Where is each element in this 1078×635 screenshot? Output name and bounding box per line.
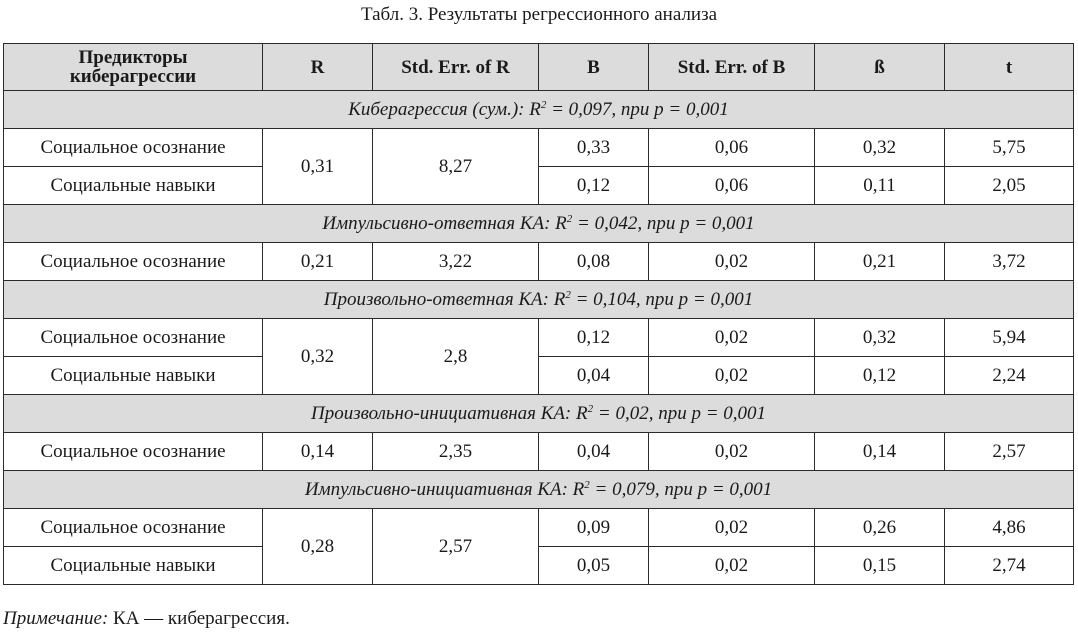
table-row — [4, 129, 1074, 167]
b-cell: 0,33 — [539, 129, 649, 167]
header-r: R — [263, 44, 373, 91]
b-cell: 0,04 — [539, 433, 649, 471]
table-row — [4, 433, 1074, 471]
beta-cell: 0,32 — [815, 319, 945, 357]
std-err-r-cell: 3,22 — [373, 243, 539, 281]
header-row — [4, 44, 1074, 91]
group-title: Произвольно-инициативная КА: $R^2 = 0,02$, при p = 0,001 — [4, 395, 1074, 433]
r-cell: 0,28 — [263, 509, 373, 585]
table-row — [4, 319, 1074, 357]
table-row — [4, 167, 1074, 205]
group-title: Киберагрессия (сум.): $R^2 = 0,097$, при p = 0,001 — [4, 91, 1074, 129]
beta-cell: 0,15 — [815, 547, 945, 585]
header-b: B — [539, 44, 649, 91]
predictor-cell: Социальное осознание — [4, 433, 263, 471]
predictor-cell: Социальное осознание — [4, 319, 263, 357]
b-cell: 0,05 — [539, 547, 649, 585]
group-header-row — [4, 471, 1074, 509]
regression-table — [3, 43, 1074, 585]
group-title: Импульсивно-инициативная КА: $R^2 = 0,079$, при p = 0,001 — [4, 471, 1074, 509]
header-std-err-b: Std. Err. of B — [649, 44, 815, 91]
std-err-r-cell: 2,35 — [373, 433, 539, 471]
header-std-err-r: Std. Err. of R — [373, 44, 539, 91]
predictor-cell: Социальные навыки — [4, 167, 263, 205]
b-cell: 0,08 — [539, 243, 649, 281]
t-cell: 2,24 — [945, 357, 1074, 395]
group-title: Импульсивно-ответная КА: $R^2 = 0,042$, при p = 0,001 — [4, 205, 1074, 243]
predictor-cell: Социальное осознание — [4, 243, 263, 281]
t-cell: 5,94 — [945, 319, 1074, 357]
r-cell: 0,31 — [263, 129, 373, 205]
std-err-b-cell: 0,06 — [649, 129, 815, 167]
std-err-r-cell: 2,57 — [373, 509, 539, 585]
table-caption: Табл. 3. Результаты регрессионного анализа — [360, 4, 718, 25]
beta-cell: 0,11 — [815, 167, 945, 205]
std-err-b-cell: 0,02 — [649, 509, 815, 547]
table-row — [4, 509, 1074, 547]
predictor-cell: Социальное осознание — [4, 129, 263, 167]
table-row — [4, 357, 1074, 395]
predictor-cell: Социальные навыки — [4, 357, 263, 395]
beta-cell: 0,26 — [815, 509, 945, 547]
t-cell: 4,86 — [945, 509, 1074, 547]
predictor-cell: Социальное осознание — [4, 509, 263, 547]
header-beta: ß — [815, 44, 945, 91]
std-err-r-cell: 8,27 — [373, 129, 539, 205]
r-cell: 0,14 — [263, 433, 373, 471]
std-err-r-cell: 2,8 — [373, 319, 539, 395]
beta-cell: 0,12 — [815, 357, 945, 395]
std-err-b-cell: 0,02 — [649, 547, 815, 585]
b-cell: 0,12 — [539, 167, 649, 205]
group-header-row — [4, 395, 1074, 433]
table-note: Примечание: КА — киберагрессия. — [3, 608, 290, 629]
group-header-row — [4, 205, 1074, 243]
table-row — [4, 547, 1074, 585]
b-cell: 0,09 — [539, 509, 649, 547]
header-t: t — [945, 44, 1074, 91]
beta-cell: 0,21 — [815, 243, 945, 281]
b-cell: 0,04 — [539, 357, 649, 395]
t-cell: 2,74 — [945, 547, 1074, 585]
r-cell: 0,21 — [263, 243, 373, 281]
t-cell: 2,05 — [945, 167, 1074, 205]
table-row — [4, 243, 1074, 281]
predictor-cell: Социальные навыки — [4, 547, 263, 585]
r-cell: 0,32 — [263, 319, 373, 395]
group-header-row — [4, 281, 1074, 319]
std-err-b-cell: 0,06 — [649, 167, 815, 205]
b-cell: 0,12 — [539, 319, 649, 357]
t-cell: 5,75 — [945, 129, 1074, 167]
std-err-b-cell: 0,02 — [649, 357, 815, 395]
beta-cell: 0,14 — [815, 433, 945, 471]
beta-cell: 0,32 — [815, 129, 945, 167]
group-title: Произвольно-ответная КА: $R^2 = 0,104$, при p = 0,001 — [4, 281, 1074, 319]
t-cell: 3,72 — [945, 243, 1074, 281]
std-err-b-cell: 0,02 — [649, 243, 815, 281]
group-header-row — [4, 91, 1074, 129]
std-err-b-cell: 0,02 — [649, 433, 815, 471]
header-predictors: Предикторы киберагрессии — [4, 44, 263, 91]
t-cell: 2,57 — [945, 433, 1074, 471]
std-err-b-cell: 0,02 — [649, 319, 815, 357]
